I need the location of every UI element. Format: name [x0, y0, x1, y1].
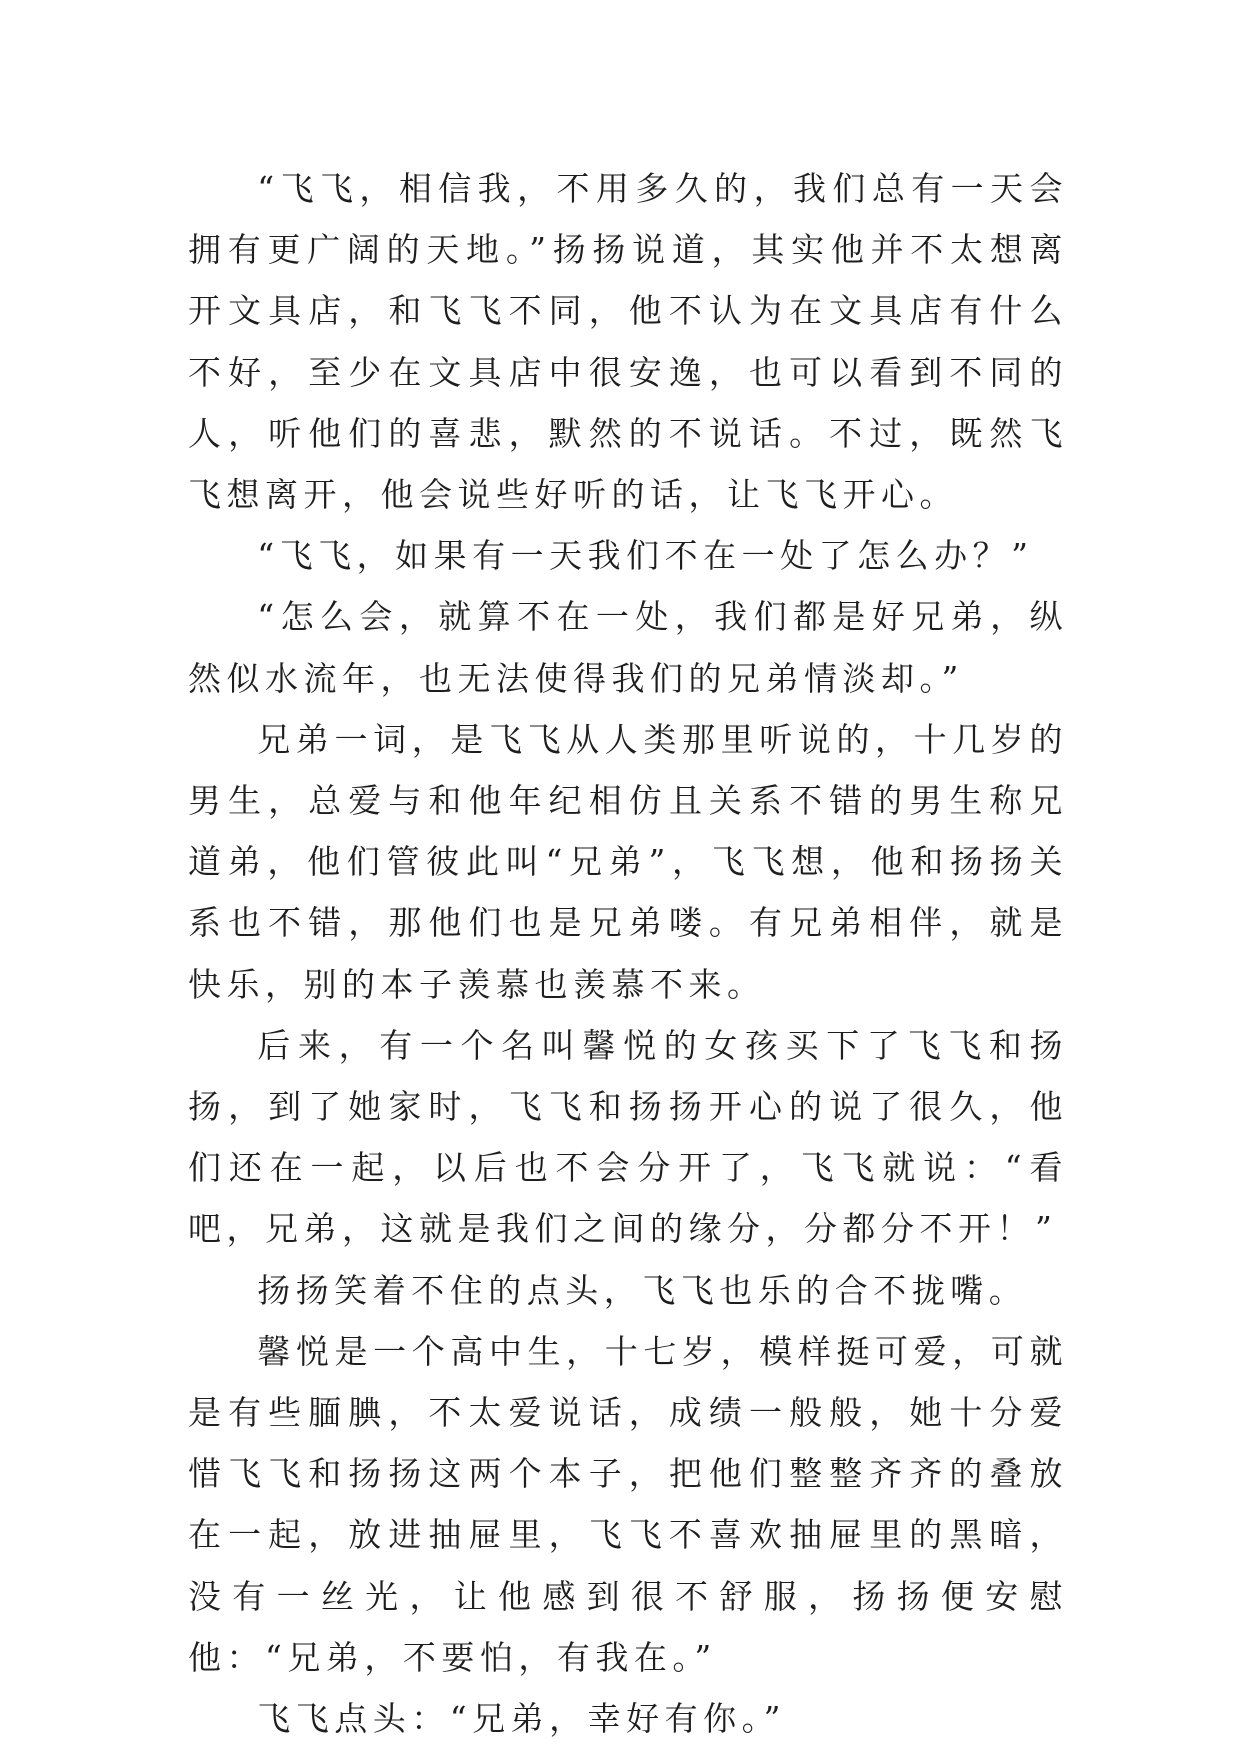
body-text — [188, 158, 1068, 1749]
paragraph: “飞飞，相信我，不用多久的，我们总有一天会拥有更广阔的天地。”扬扬说道，其实他并不太想离开文具店，和飞飞不同，他不认为在文具店有什么不好，至少在文具店中很安逸，也可以看到不同的人，听他们的喜悲，默然的不说话。不过，既然飞飞想离开，他会说些好听的话，让飞飞开心。 — [188, 169, 1068, 515]
paragraph: 飞飞点头：“兄弟，幸好有你。” — [257, 1699, 787, 1739]
paragraph: 后来，有一个名叫馨悦的女孩买下了飞飞和扬扬，到了她家时，飞飞和扬扬开心的说了很久，他们还在一起，以后也不会分开了，飞飞就说：“看吧，兄弟，这就是我们之间的缘分，分都分不开！” — [188, 1025, 1068, 1249]
paragraph: 馨悦是一个高中生，十七岁，模样挺可爱，可就是有些腼腆，不太爱说话，成绩一般般，她十分爱惜飞飞和扬扬这两个本子，把他们整整齐齐的叠放在一起，放进抽屉里，飞飞不喜欢抽屉里的黑暗，没有一丝光，让他感到很不舒服，扬扬便安慰他：“兄弟，不要怕，有我在。” — [188, 1331, 1068, 1677]
paragraph: 兄弟一词，是飞飞从人类那里听说的，十几岁的男生，总爱与和他年纪相仿且关系不错的男生称兄道弟，他们管彼此叫“兄弟”，飞飞想，他和扬扬关系也不错，那他们也是兄弟喽。有兄弟相伴，就是快乐，别的本子羡慕也羡慕不来。 — [188, 719, 1068, 1004]
paragraph: “飞飞，如果有一天我们不在一处了怎么办？” — [257, 536, 1034, 576]
paragraph: “怎么会，就算不在一处，我们都是好兄弟，纵然似水流年，也无法使得我们的兄弟情淡却。” — [188, 597, 1068, 698]
paragraph: 扬扬笑着不住的点头，飞飞也乐的合不拢嘴。 — [257, 1270, 1028, 1310]
